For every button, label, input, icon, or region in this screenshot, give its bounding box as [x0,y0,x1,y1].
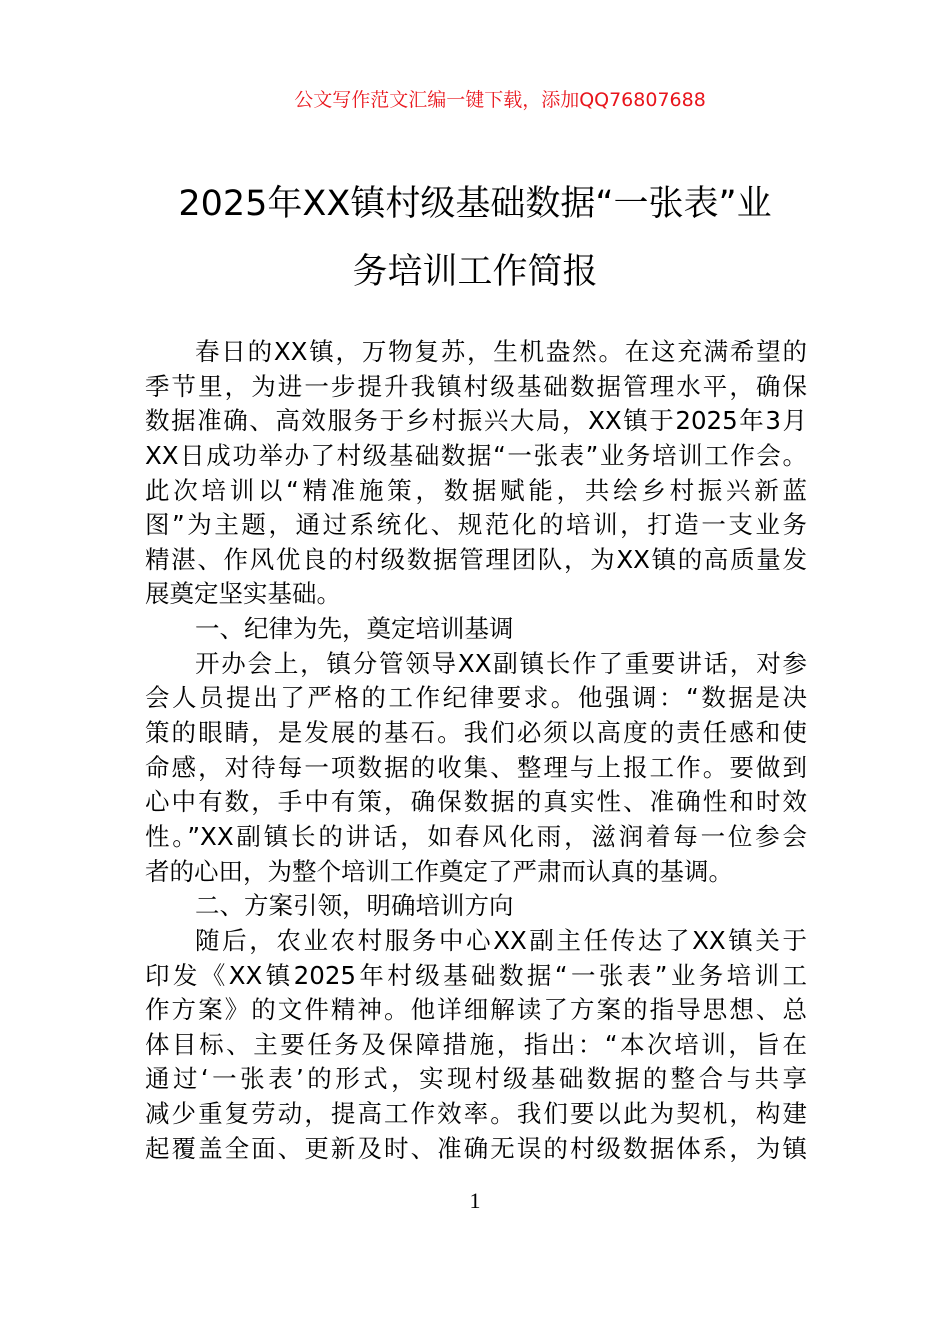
document-title-line-1: 2025年XX镇村级基础数据“一张表”业 [178,184,772,224]
paragraph-line: 减少重复劳动，提高工作效率。我们要以此为契机，构建 [145,1099,807,1129]
paragraph-line: 作方案》的文件精神。他详细解读了方案的指导思想、总 [145,995,807,1025]
page-number: 1 [469,1188,481,1213]
paragraph-line: 春日的XX镇，万物复苏，生机盎然。在这充满希望的 [195,337,807,366]
section-heading: 一、纪律为先，奠定培训基调 [195,614,514,644]
paragraph-line: 开办会上，镇分管领导XX副镇长作了重要讲话，对参 [195,648,807,678]
download-banner: 公文写作范文汇编一键下载，添加QQ76807688 [294,89,706,111]
section-heading: 二、方案引领，明确培训方向 [195,891,514,921]
paragraph-line: 会人员提出了严格的工作纪律要求。他强调：“数据是决 [145,683,807,713]
paragraph-line: 印发《XX镇2025年村级基础数据“一张表”业务培训工 [145,960,807,990]
paragraph-line: 者的心田，为整个培训工作奠定了严肃而认真的基调。 [145,856,733,886]
paragraph-line: 随后，农业农村服务中心XX副主任传达了XX镇关于 [195,925,807,955]
paragraph-line: 数据准确、高效服务于乡村振兴大局，XX镇于2025年3月 [145,406,807,436]
paragraph-line: 精湛、作风优良的村级数据管理团队，为XX镇的高质量发 [145,544,807,574]
paragraph-line: XX日成功举办了村级基础数据“一张表”业务培训工作会。 [145,440,807,470]
paragraph-line: 性。”XX副镇长的讲话，如春风化雨，滋润着每一位参会 [145,821,807,851]
paragraph-line: 此次培训以“精准施策，数据赋能，共绘乡村振兴新蓝 [145,475,807,505]
paragraph-line: 图”为主题，通过系统化、规范化的培训，打造一支业务 [145,510,807,540]
document-body [145,335,807,1166]
paragraph-line: 通过‘一张表’的形式，实现村级基础数据的整合与共享 [145,1064,807,1094]
paragraph-line: 心中有数，手中有策，确保数据的真实性、准确性和时效 [145,787,807,817]
paragraph-line: 策的眼睛，是发展的基石。我们必须以高度的责任感和使 [145,718,807,748]
paragraph-line: 展奠定坚实基础。 [145,579,341,609]
paragraph-line: 起覆盖全面、更新及时、准确无误的村级数据体系，为镇 [145,1133,807,1163]
document-title-line-2: 务培训工作简报 [352,252,598,292]
paragraph-line: 季节里，为进一步提升我镇村级基础数据管理水平，确保 [145,371,807,401]
paragraph-line: 体目标、主要任务及保障措施，指出：“本次培训，旨在 [145,1029,807,1059]
paragraph-line: 命感，对待每一项数据的收集、整理与上报工作。要做到 [145,752,807,782]
